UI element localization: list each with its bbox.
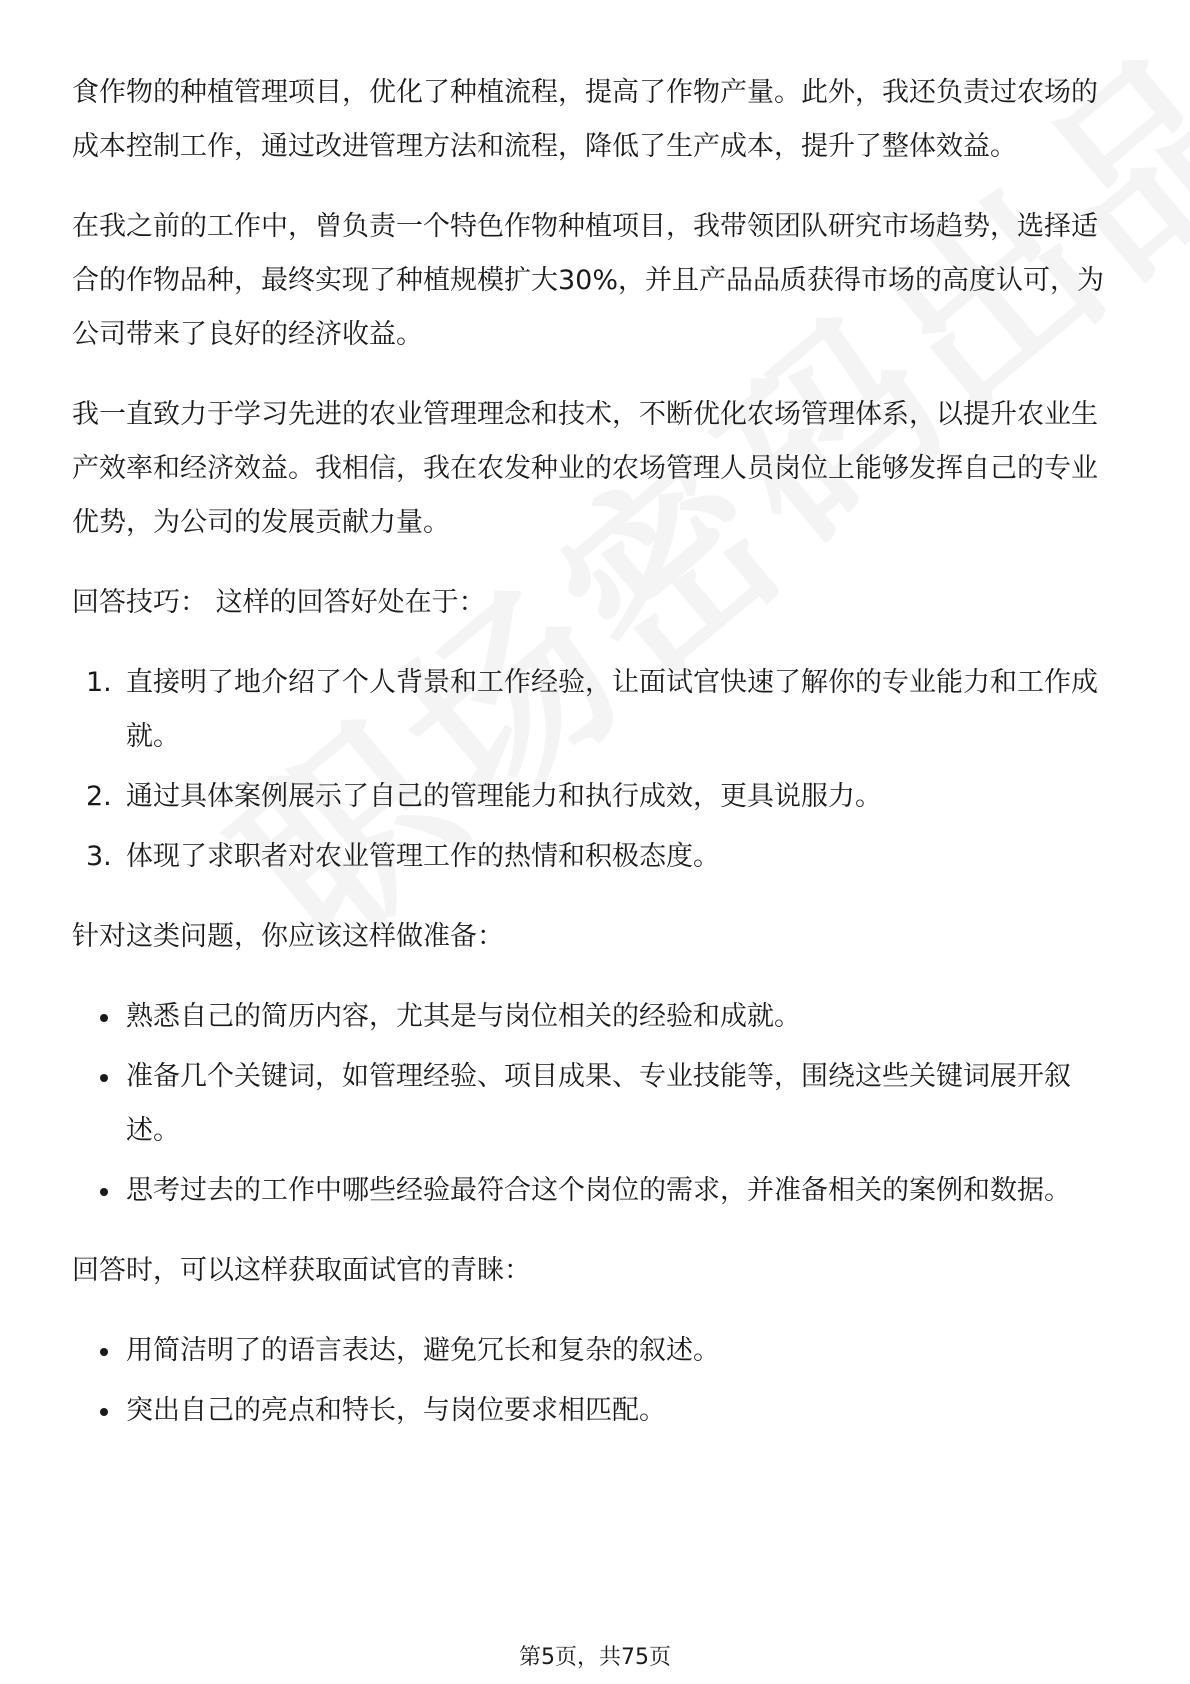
paragraph: 我一直致力于学习先进的农业管理理念和技术，不断优化农场管理体系，以提升农业生产效率和经济效益。我相信，我在农发种业的农场管理人员岗位上能够发挥自己的专业优势，为公司的发展贡献力量。 (72, 399, 1098, 538)
list-item (72, 656, 1122, 764)
bullet-icon (100, 1074, 108, 1082)
list-item-text: 熟悉自己的简历内容，尤其是与岗位相关的经验和成就。 (126, 1001, 801, 1032)
list-item-text: 准备几个关键词，如管理经验、项目成果、专业技能等，围绕这些关键词展开叙述。 (126, 1061, 1071, 1146)
list-item-text: 体现了求职者对农业管理工作的热情和积极态度。 (126, 841, 720, 872)
list-item (72, 1324, 1122, 1378)
bullet-icon (100, 1014, 108, 1022)
answer-list (72, 1324, 1122, 1438)
list-number: 3. (86, 841, 112, 872)
bullet-icon (100, 1408, 108, 1416)
prep-list (72, 990, 1122, 1218)
list-item (72, 770, 1122, 824)
list-number: 2. (86, 781, 112, 812)
list-item-text: 用简洁明了的语言表达，避免冗长和复杂的叙述。 (126, 1335, 720, 1366)
list-item (72, 1050, 1122, 1158)
tips-heading: 回答技巧： 这样的回答好处在于： (72, 587, 486, 618)
list-item (72, 1164, 1122, 1218)
list-item-text: 突出自己的亮点和特长，与岗位要求相匹配。 (126, 1395, 666, 1426)
document-body (72, 66, 1122, 1464)
list-item-text: 通过具体案例展示了自己的管理能力和执行成效，更具说服力。 (126, 781, 882, 812)
list-item (72, 990, 1122, 1044)
list-item-text: 直接明了地介绍了个人背景和工作经验，让面试官快速了解你的专业能力和工作成就。 (126, 667, 1098, 752)
page-footer: 第5页，共75页 (519, 1645, 671, 1670)
answer-heading: 回答时，可以这样获取面试官的青睐： (72, 1255, 531, 1286)
bullet-icon (100, 1188, 108, 1196)
list-item-text: 思考过去的工作中哪些经验最符合这个岗位的需求，并准备相关的案例和数据。 (126, 1175, 1071, 1206)
prep-heading: 针对这类问题，你应该这样做准备： (72, 921, 504, 952)
list-item (72, 830, 1122, 884)
list-number: 1. (86, 667, 112, 698)
tips-list (72, 656, 1122, 884)
paragraph: 在我之前的工作中，曾负责一个特色作物种植项目，我带领团队研究市场趋势，选择适合的作物品种，最终实现了种植规模扩大30%，并且产品品质获得市场的高度认可，为公司带来了良好的经济收益。 (72, 211, 1105, 350)
bullet-icon (100, 1348, 108, 1356)
list-item (72, 1384, 1122, 1438)
paragraph: 食作物的种植管理项目，优化了种植流程，提高了作物产量。此外，我还负责过农场的成本控制工作，通过改进管理方法和流程，降低了生产成本，提升了整体效益。 (72, 77, 1098, 162)
